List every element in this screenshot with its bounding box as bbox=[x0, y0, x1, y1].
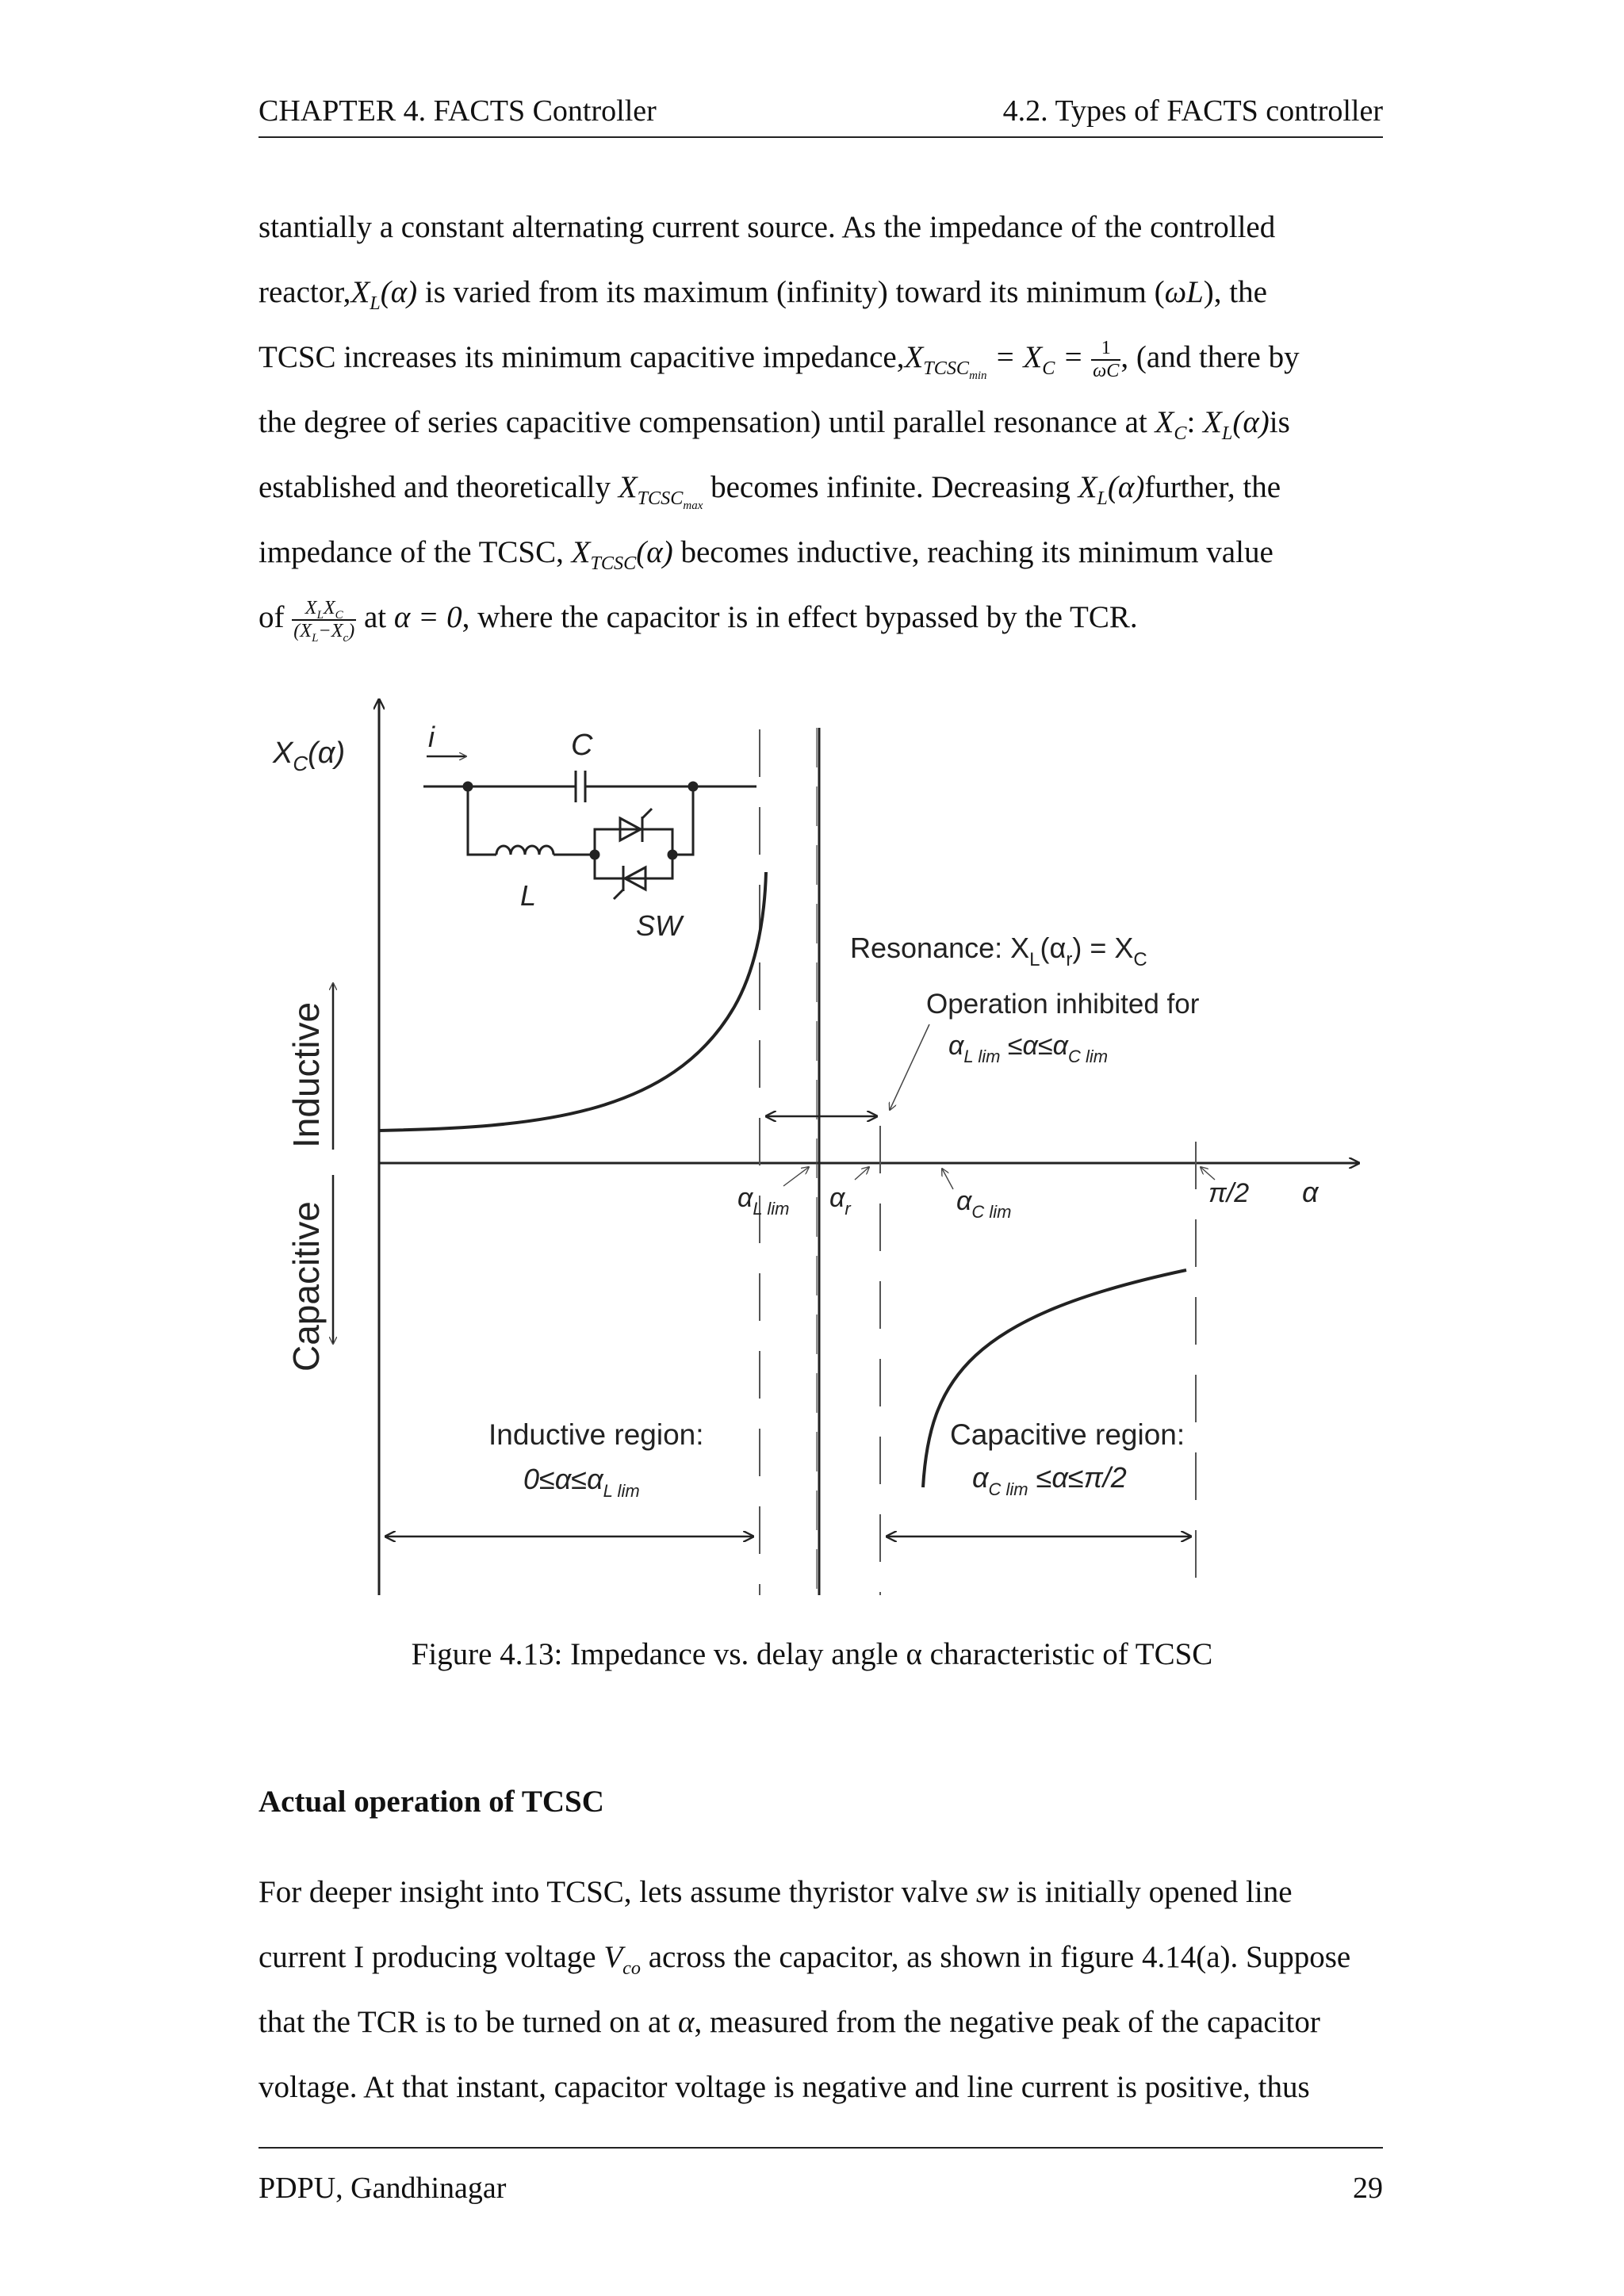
capacitive-region-range: $\alpha_{C lim} \le\alpha\le\pi/2$ bbox=[972, 1461, 1127, 1499]
tick-pointer bbox=[783, 1167, 809, 1186]
text-run: is initially opened line bbox=[1016, 1875, 1293, 1909]
section-heading: Actual operation of TCSC bbox=[259, 1785, 604, 1819]
inhibited-pointer bbox=[890, 1024, 929, 1110]
inductive-impedance-curve bbox=[379, 872, 766, 1131]
text-run: at bbox=[363, 600, 387, 634]
text-run: is bbox=[1269, 405, 1290, 439]
text-run: : bbox=[1186, 405, 1196, 439]
math-xl-alpha: $X_L(\alpha)$ bbox=[350, 275, 418, 314]
text-line bbox=[259, 1990, 1383, 2055]
circuit-wire bbox=[468, 786, 496, 855]
capacitive-region-label: Capacitive region: bbox=[950, 1418, 1185, 1451]
paragraph-actual-operation bbox=[259, 1860, 1383, 2120]
fraction-xlxc bbox=[292, 597, 356, 645]
text-line bbox=[259, 1860, 1383, 1925]
math-alpha-zero: α = 0 bbox=[393, 600, 462, 634]
text-line bbox=[259, 520, 1383, 585]
fraction-one-over-omega-c bbox=[1091, 338, 1120, 381]
tick-alpha-c-lim: $\alpha_{C lim}$ bbox=[956, 1186, 1012, 1222]
text-line bbox=[259, 325, 1383, 390]
inductive-region-label: Inductive region: bbox=[488, 1418, 704, 1451]
operation-inhibited-label: Operation inhibited for bbox=[926, 989, 1200, 1020]
current-label: i bbox=[428, 721, 435, 753]
text-run: becomes inductive, reaching its minimum value bbox=[680, 535, 1274, 569]
text-line bbox=[259, 260, 1383, 325]
tick-pointer bbox=[942, 1169, 953, 1189]
text-line bbox=[259, 195, 1383, 260]
text-line bbox=[259, 2055, 1383, 2120]
running-header-section: 4.2. Types of FACTS controller bbox=[1002, 94, 1383, 128]
text-run: is varied from its maximum (infinity) toward its minimum ( bbox=[424, 275, 1165, 309]
fraction-numerator: $X_LX_C$ bbox=[292, 598, 356, 621]
text-run: of bbox=[259, 600, 285, 634]
footer-institution: PDPU, Gandhinagar bbox=[259, 2172, 507, 2205]
capacitive-impedance-curve bbox=[923, 1270, 1186, 1487]
math-xtcsc-alpha: $X_{TCSC}(\alpha)$ bbox=[571, 535, 673, 574]
circuit-wire bbox=[672, 786, 693, 855]
figure-caption: Figure 4.13: Impedance vs. delay angle α characteristic of TCSC bbox=[411, 1637, 1213, 1671]
x-axis-label: α bbox=[1302, 1176, 1319, 1208]
page-number: 29 bbox=[1353, 2172, 1383, 2205]
math-xl-alpha: $X_L(\alpha)$ bbox=[1203, 405, 1270, 444]
text-run: across the capacitor, as shown in figure 4.14(a). Suppose bbox=[648, 1940, 1351, 1974]
math-omega-l: ωL bbox=[1164, 275, 1204, 309]
text-line bbox=[259, 1925, 1404, 1990]
operation-inhibited-range: $\alpha_{L lim} \le\alpha\le\alpha_{C lim}$ bbox=[948, 1031, 1109, 1066]
resonance-label: Resonance: $X_L(\alpha_r) = X_C$ bbox=[850, 932, 1147, 970]
text-line bbox=[259, 585, 1383, 650]
fraction-denominator: ωC bbox=[1093, 360, 1120, 382]
text-run: , where the capacitor is in effect bypassed by the TCR. bbox=[462, 600, 1138, 634]
text-run: , measured from the negative peak of the capacitor bbox=[694, 2005, 1320, 2039]
y-axis-label: $X_C(\alpha)$ bbox=[273, 737, 346, 775]
text-run: that the TCR is to be turned on at bbox=[259, 2005, 671, 2039]
math-sw: sw bbox=[975, 1875, 1009, 1909]
text-run: current I producing voltage bbox=[259, 1940, 596, 1974]
math-xtcsc-min: $X_{TCSC_{min}} = X_C$ = bbox=[904, 340, 1084, 382]
text-run: ), the bbox=[1203, 275, 1267, 309]
text-run: For deeper insight into TCSC, lets assume thyristor valve bbox=[259, 1875, 969, 1909]
math-alpha: α bbox=[677, 2005, 695, 2039]
text-run: impedance of the TCSC, bbox=[259, 535, 564, 569]
tick-pointer bbox=[1201, 1167, 1215, 1180]
fraction-numerator: 1 bbox=[1091, 338, 1120, 361]
math-xc: $X_C$ bbox=[1155, 405, 1187, 444]
text-run: established and theoretically bbox=[259, 470, 611, 504]
inductive-region-range: $0\le\alpha\le\alpha_{L lim}$ bbox=[523, 1463, 640, 1501]
text-run: the degree of series capacitive compensation) until parallel resonance at bbox=[259, 405, 1147, 439]
text-line bbox=[259, 455, 1383, 520]
tick-pointer bbox=[855, 1167, 869, 1180]
inductive-axis-label: Inductive bbox=[285, 1001, 327, 1148]
math-subscript: co bbox=[622, 1957, 641, 1979]
tick-alpha-l-lim: $\alpha_{L lim}$ bbox=[737, 1183, 790, 1219]
inductor-coil bbox=[496, 846, 553, 855]
thyristor-gate bbox=[642, 809, 652, 818]
text-run: reactor, bbox=[259, 275, 351, 309]
header-rule bbox=[259, 136, 1383, 138]
capacitive-axis-label: Capacitive bbox=[285, 1201, 327, 1372]
text-run: voltage. At that instant, capacitor voltage is negative and line current is positive, thus bbox=[259, 2070, 1310, 2104]
text-run: becomes infinite. Decreasing bbox=[710, 470, 1071, 504]
fraction-denominator: $(X_L-X_c)$ bbox=[293, 620, 355, 645]
paragraph-tcsc-impedance bbox=[259, 195, 1383, 650]
figure-tcsc-characteristic bbox=[259, 682, 1385, 1609]
text-run: TCSC increases its minimum capacitive impedance, bbox=[259, 340, 905, 374]
math-xtcsc-max: $X_{TCSC_{max}}$ bbox=[618, 470, 703, 512]
switch-label: SW bbox=[636, 909, 682, 942]
capacitor-label: C bbox=[571, 729, 593, 762]
tick-pi-over-2: π/2 bbox=[1208, 1178, 1250, 1208]
text-line bbox=[259, 390, 1383, 455]
math-vco bbox=[603, 1940, 641, 1979]
thyristor-gate bbox=[614, 890, 623, 899]
running-header-chapter: CHAPTER 4. FACTS Controller bbox=[259, 94, 657, 128]
tcsc-circuit bbox=[423, 771, 756, 899]
inductor-label: L bbox=[520, 879, 537, 912]
math-xl-alpha: $X_L(\alpha)$ bbox=[1078, 470, 1145, 509]
text-run: further, the bbox=[1144, 470, 1281, 504]
text-run: , (and there by bbox=[1120, 340, 1300, 374]
tick-alpha-r: $\alpha_r$ bbox=[829, 1183, 851, 1219]
math-v: V bbox=[603, 1940, 623, 1974]
footer-rule bbox=[259, 2147, 1383, 2149]
text-run: stantially a constant alternating current source. As the impedance of the controlled bbox=[259, 210, 1276, 244]
